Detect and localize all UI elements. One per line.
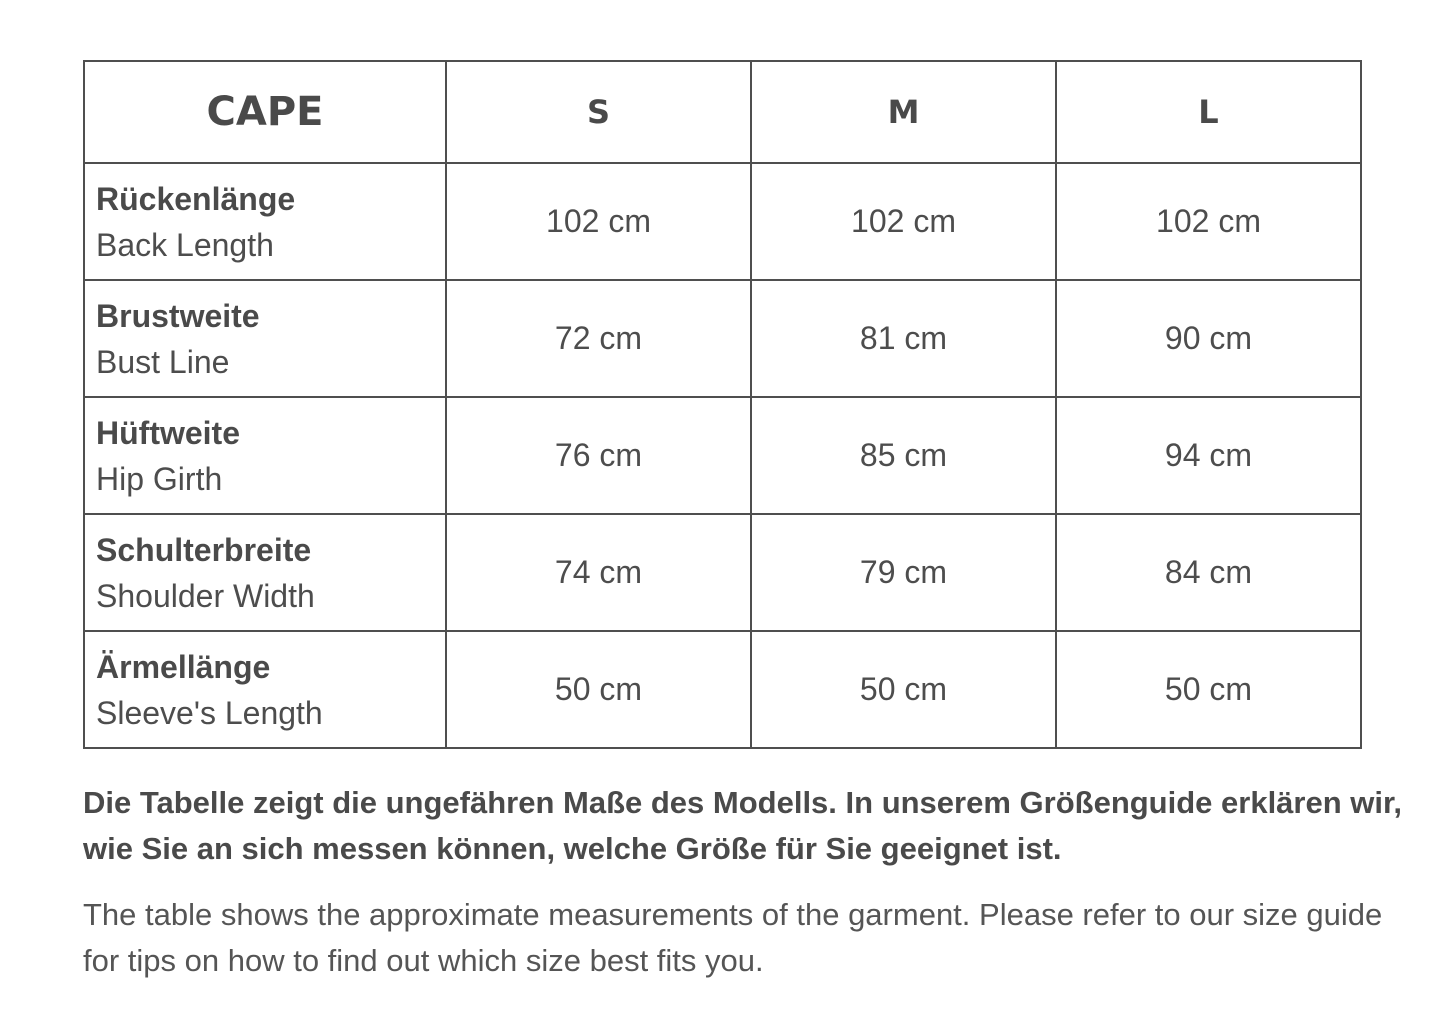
german-note: Die Tabelle zeigt die ungefähren Maße des Modells. In unserem Größenguide erklären wir, wie Sie an sich messen können, welche Größe für Sie geeignet ist. (83, 785, 1402, 866)
table-cell: 102 cm (751, 163, 1056, 280)
row-label-german: Rückenlänge (96, 180, 296, 217)
row-label-english: Shoulder Width (96, 577, 315, 614)
table-cell: 102 cm (1056, 163, 1361, 280)
row-label (84, 514, 446, 631)
table-row-shoulder-width (84, 514, 1361, 631)
table-cell: 84 cm (1056, 514, 1361, 631)
row-label (84, 397, 446, 514)
size-header-s: S (446, 61, 751, 163)
table-cell: 94 cm (1056, 397, 1361, 514)
english-note: The table shows the approximate measurements of the garment. Please refer to our size guide for tips on how to find out which size best fits you. (83, 897, 1383, 978)
table-cell: 50 cm (751, 631, 1056, 748)
row-label-english: Bust Line (96, 343, 230, 380)
table-row-hip-girth (84, 397, 1361, 514)
table-title: CAPE (84, 61, 446, 163)
row-label-english: Hip Girth (96, 460, 223, 497)
table-row-back-length (84, 163, 1361, 280)
size-header-m: M (751, 61, 1056, 163)
table-cell: 90 cm (1056, 280, 1361, 397)
row-label (84, 280, 446, 397)
table-header-row (84, 61, 1361, 163)
table-cell: 50 cm (1056, 631, 1361, 748)
table-cell: 85 cm (751, 397, 1056, 514)
table-cell: 79 cm (751, 514, 1056, 631)
row-label (84, 163, 446, 280)
table-row-sleeve-length (84, 631, 1361, 748)
row-label (84, 631, 446, 748)
table-cell: 102 cm (446, 163, 751, 280)
row-label-german: Brustweite (96, 297, 260, 334)
table-cell: 81 cm (751, 280, 1056, 397)
table-cell: 72 cm (446, 280, 751, 397)
row-label-german: Hüftweite (96, 414, 240, 451)
size-header-l: L (1056, 61, 1361, 163)
table-cell: 50 cm (446, 631, 751, 748)
table-cell: 76 cm (446, 397, 751, 514)
row-label-german: Ärmellänge (96, 648, 271, 685)
row-label-english: Sleeve's Length (96, 694, 323, 731)
row-label-english: Back Length (96, 226, 274, 263)
table-row-bust-line (84, 280, 1361, 397)
size-chart-table (83, 60, 1362, 749)
row-label-german: Schulterbreite (96, 531, 312, 568)
table-cell: 74 cm (446, 514, 751, 631)
